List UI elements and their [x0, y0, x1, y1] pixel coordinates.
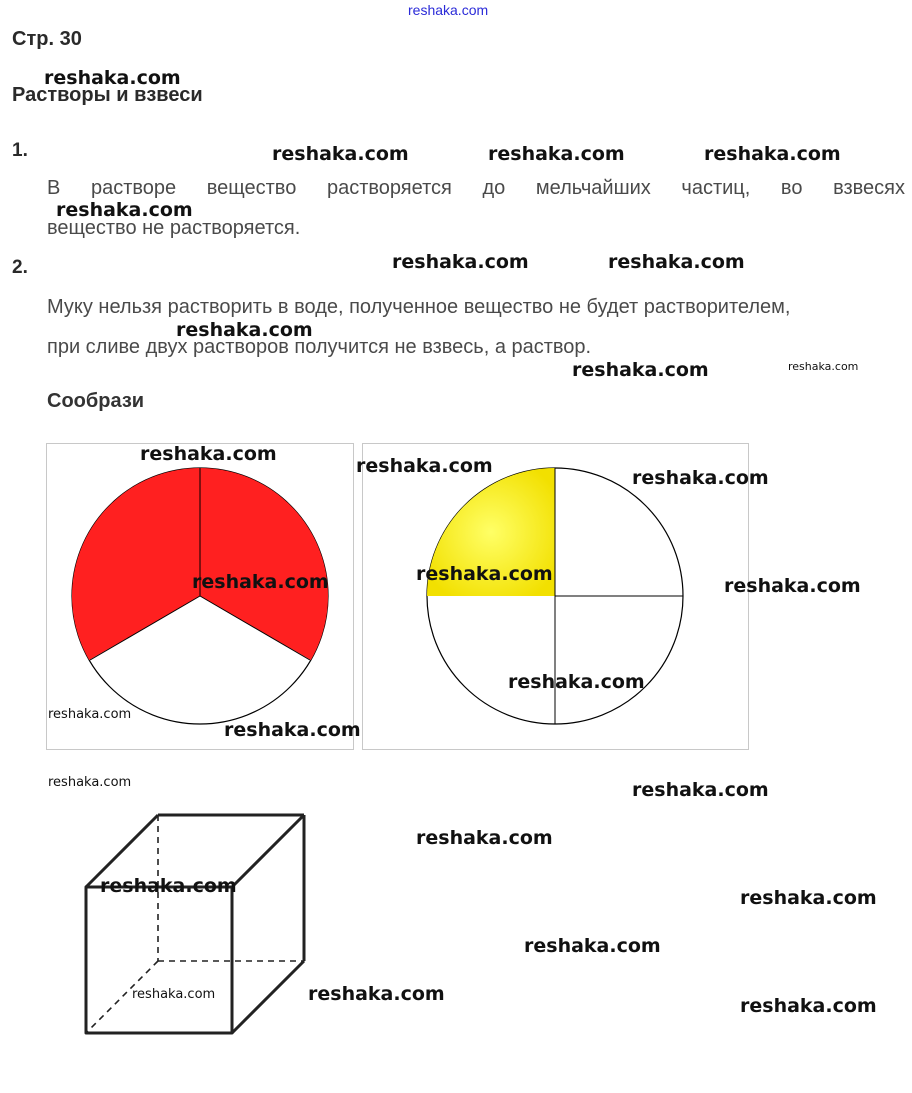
- watermark: reshaka.com: [356, 455, 493, 477]
- watermark: reshaka.com: [632, 467, 769, 489]
- watermark: reshaka.com: [704, 143, 841, 165]
- site-link[interactable]: reshaka.com: [408, 2, 489, 18]
- watermark: reshaka.com: [488, 143, 625, 165]
- section-heading: Сообрази: [47, 390, 145, 412]
- watermark: reshaka.com: [788, 360, 859, 373]
- watermark: reshaka.com: [48, 707, 132, 722]
- watermark: reshaka.com: [132, 987, 216, 1002]
- watermark: reshaka.com: [724, 575, 861, 597]
- answer-2-line-2: при сливе двух растворов получится не взвесь, а раствор.: [47, 336, 592, 358]
- pie-quarters-frame: [362, 443, 749, 750]
- watermark: reshaka.com: [632, 779, 769, 801]
- answer-1-line-1: В растворе вещество растворяется до мельчайших частиц, во взвесях: [47, 177, 905, 199]
- watermark: reshaka.com: [308, 983, 445, 1005]
- watermark: reshaka.com: [572, 359, 709, 381]
- watermark: reshaka.com: [192, 571, 329, 593]
- watermark: reshaka.com: [140, 443, 277, 465]
- watermark: reshaka.com: [224, 719, 361, 741]
- answer-2-line-1: Муку нельзя растворить в воде, полученное вещество не будет растворителем,: [47, 296, 791, 318]
- cube-drawing: [80, 810, 310, 1040]
- page-number: Стр. 30: [12, 28, 82, 50]
- answer-number-1: 1.: [12, 140, 28, 161]
- answer-1-line-2: вещество не растворяется.: [47, 217, 301, 239]
- watermark: reshaka.com: [740, 887, 877, 909]
- cube-edge: [232, 961, 304, 1033]
- answer-number-2: 2.: [12, 257, 28, 278]
- watermark: reshaka.com: [56, 199, 193, 221]
- watermark: reshaka.com: [416, 827, 553, 849]
- pie-thirds-frame: [46, 443, 354, 750]
- pie-thirds-diagram: [47, 444, 353, 749]
- watermark: reshaka.com: [272, 143, 409, 165]
- page-title: Растворы и взвеси: [12, 84, 203, 106]
- watermark: reshaka.com: [416, 563, 553, 585]
- watermark: reshaka.com: [508, 671, 645, 693]
- watermark: reshaka.com: [44, 67, 181, 89]
- pie-quarters-diagram: [363, 444, 748, 749]
- watermark: reshaka.com: [524, 935, 661, 957]
- watermark: reshaka.com: [100, 875, 237, 897]
- watermark: reshaka.com: [392, 251, 529, 273]
- watermark: reshaka.com: [176, 319, 313, 341]
- watermark: reshaka.com: [608, 251, 745, 273]
- watermark: reshaka.com: [48, 775, 132, 790]
- watermark: reshaka.com: [740, 995, 877, 1017]
- cube-edge: [232, 815, 304, 887]
